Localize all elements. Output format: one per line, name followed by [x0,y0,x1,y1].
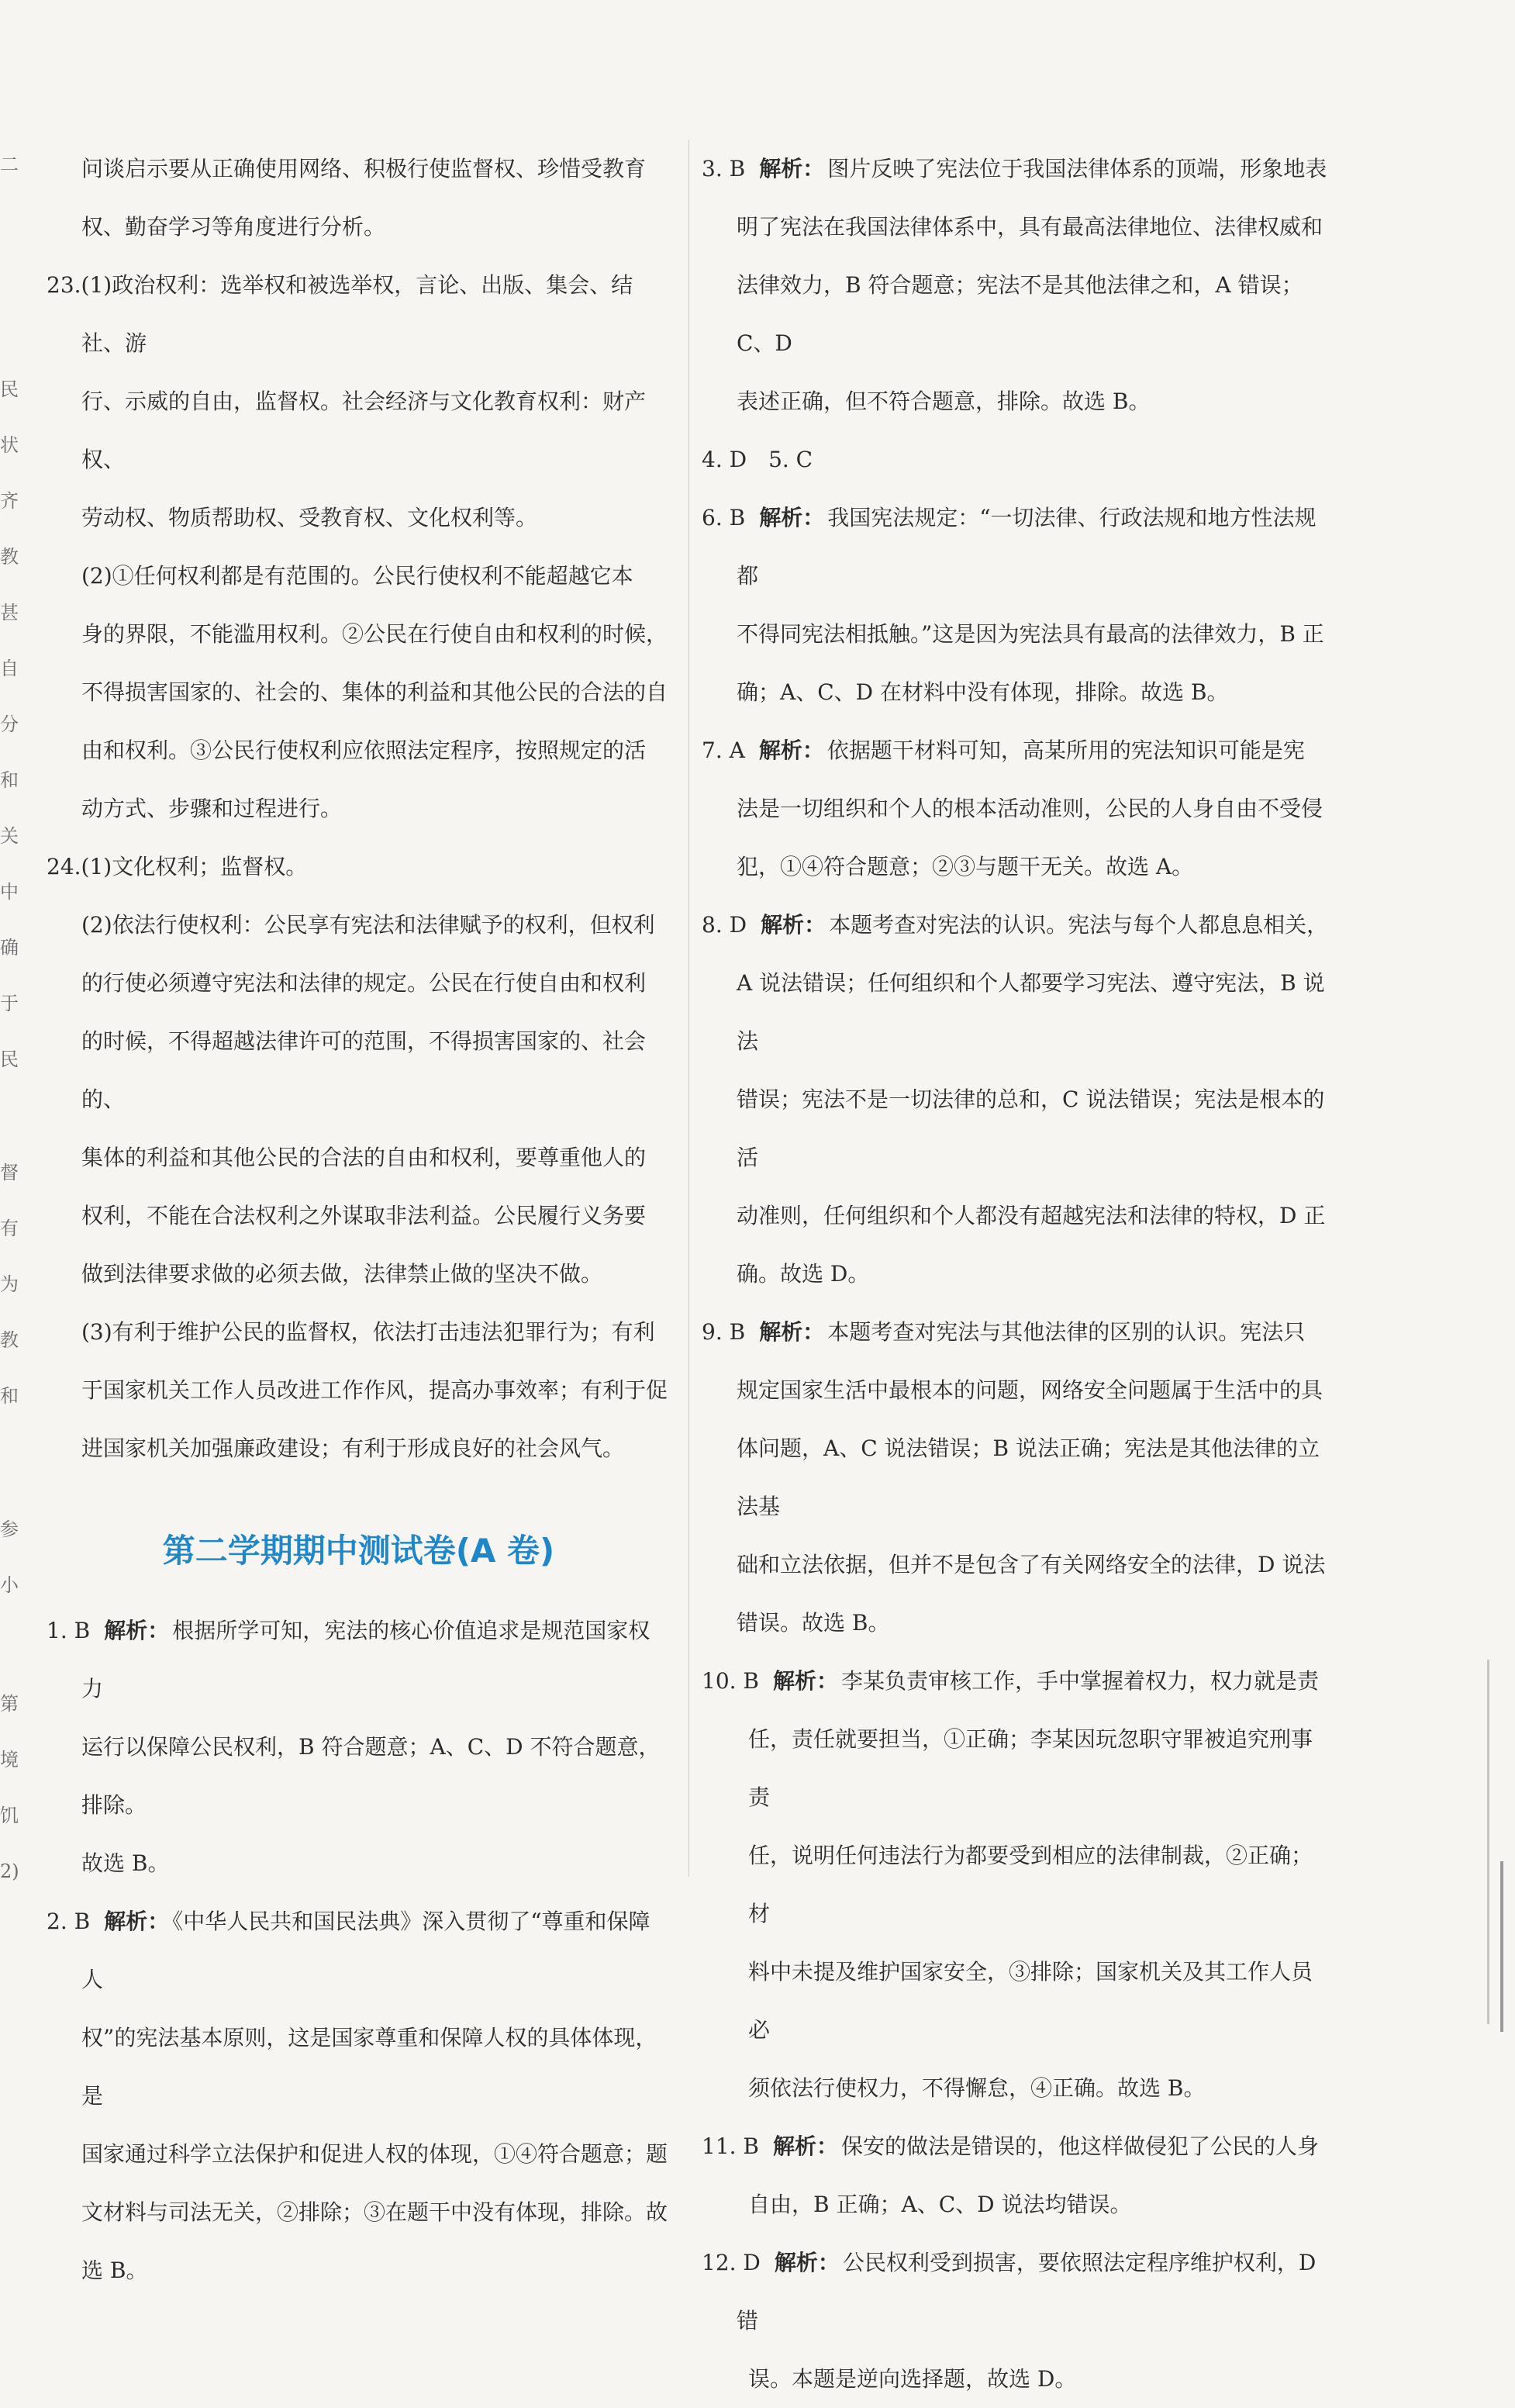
continued-answer [47,140,671,256]
answer-11-first-line [702,2117,1330,2175]
analysis-label: 解析： [773,1668,839,1694]
text-line: 明了宪法在我国法律体系中，具有最高法律地位、法律权威和 [737,214,1323,240]
analysis-label: 解析： [759,156,825,181]
question-number: 12. D [702,2250,761,2275]
answer-6-first-line [702,489,1330,605]
text-line: 图片反映了宪法位于我国法律体系的顶端，形象地表 [827,156,1327,181]
text-line: 任，说明任何违法行为都要受到相应的法律制裁，②正确；材 [748,1843,1313,1926]
question-number: 23. [47,272,81,298]
text-line: 行、示威的自由，监督权。社会经济与文化教育权利：财产权、 [81,389,647,472]
question-number: 8. D [702,912,747,938]
answer-3 [702,140,1330,430]
question-number: 9. B [702,1319,746,1345]
analysis-label: 解析： [759,505,825,530]
column-divider [688,140,689,1877]
answer-11 [702,2117,1330,2234]
gutter-char: 于 [0,993,19,1014]
analysis-label: 解析： [758,738,824,763]
gutter-char: 自 [0,658,19,679]
answer-2 [47,1892,671,2299]
text-line: 集体的利益和其他公民的合法的自由和权利，要尊重他人的 [81,1145,647,1170]
answer-23 [47,256,671,838]
answer-7 [702,721,1330,896]
gutter-char: 分 [0,713,19,735]
text-line: 的行使必须遵守宪法和法律的规定。公民在行使自由和权利 [81,970,647,996]
text-line: 文材料与司法无关，②排除；③在题干中没有体现，排除。故 [81,2199,668,2225]
answer-8 [702,896,1330,1303]
text-line: 料中未提及维护国家安全，③排除；国家机关及其工作人员必 [748,1959,1313,2043]
question-number: 3. B [702,156,746,181]
answer-24 [47,838,671,1477]
section-title: 第二学期期中测试卷(A 卷) [162,1532,555,1570]
text-line: 根据所学可知，宪法的核心价值追求是规范国家权力 [81,1618,651,1701]
text-line: 于国家机关工作人员改进工作作风，提高办事效率；有利于促 [81,1377,668,1403]
answer-9 [702,1303,1330,1652]
question-number: 24. [47,854,81,879]
text-line: 须依法行使权力，不得懈怠，④正确。故选 B。 [748,2075,1206,2101]
text-line: (2)①任何权利都是有范围的。公民行使权利不能超越它本 [81,563,633,589]
answer-24-part1 [47,838,671,896]
text-line: 犯，①④符合题意；②③与题干无关。故选 A。 [737,854,1194,879]
answer-3-first-line [702,140,1330,198]
text-line: 自由，B 正确；A、C、D 说法均错误。 [748,2192,1132,2217]
text-line: 表述正确，但不符合题意，排除。故选 B。 [737,389,1151,414]
text-line: 权利，不能在合法权利之外谋取非法利益。公民履行义务要 [81,1203,647,1228]
text-line: 运行以保障公民权利，B 符合题意；A、C、D 不符合题意，排除。 [81,1734,661,1818]
text-line: 动准则，任何组织和个人都没有超越宪法和法律的特权，D 正 [737,1203,1326,1228]
question-number: 11. B [702,2133,760,2159]
answer-1-first-line [47,1601,671,1718]
gutter-char: 关 [0,825,19,847]
text-line: 《中华人民共和国民法典》深入贯彻了“尊重和保障人 [81,1909,651,1992]
question-number: 10. B [702,1668,760,1694]
question-number: 1. B [47,1618,91,1643]
answer-10-first-line [702,1652,1330,1710]
text-line: 选 B。 [81,2258,148,2283]
text-line: 故选 B。 [81,1850,170,1876]
text-line: 国家通过科学立法保护和促进人权的体现，①④符合题意；题 [81,2141,668,2167]
analysis-label: 解析： [773,2133,839,2159]
answer-23-part1 [47,256,671,372]
analysis-label: 解析： [104,1909,170,1934]
analysis-label: 解析： [104,1618,170,1643]
answer-2-first-line [47,1892,671,2009]
answer-7-first-line [702,721,1330,779]
gutter-char: 确 [0,937,19,959]
text-line: 不得同宪法相抵触。”这是因为宪法具有最高的法律效力，B 正 [737,621,1324,647]
gutter-char: 和 [0,769,19,791]
text-line: 李某负责审核工作，手中掌握着权力，权力就是责 [841,1668,1320,1694]
text-line: 公民权利受到损害，要依照法定程序维护权利，D 错 [737,2250,1317,2334]
text-line: 法是一切组织和个人的根本活动准则，公民的人身自由不受侵 [737,796,1323,821]
text-line: 本题考查对宪法的认识。宪法与每个人都息息相关， [829,912,1329,938]
text-line: 体问题，A、C 说法错误；B 说法正确；宪法是其他法律的立法基 [737,1435,1320,1519]
scan-edge-mark [1500,1861,1503,2032]
text-line: 础和立法依据，但并不是包含了有关网络安全的法律，D 说法 [737,1552,1326,1577]
text-line: 问谈启示要从正确使用网络、积极行使监督权、珍惜受教育 [81,156,647,181]
text-line: 法律效力，B 符合题意；宪法不是其他法律之和，A 错误；C、D [737,272,1303,356]
scan-edge-mark [1487,1660,1489,2024]
gutter-char: 有 [0,1218,19,1239]
gutter-char: 民 [0,1049,19,1070]
text-line: 不得损害国家的、社会的、集体的利益和其他公民的合法的自 [81,679,668,705]
text-line: 做到法律要求做的必须去做，法律禁止做的坚决不做。 [81,1261,603,1287]
answer-12-first-line [702,2234,1330,2350]
answer-10 [702,1652,1330,2117]
analysis-label: 解析： [761,912,827,938]
gutter-char: 状 [0,434,19,456]
text-line: (1)文化权利；监督权。 [81,854,308,879]
answers-4-5: 4. D 5. C [702,447,813,472]
analysis-label: 解析： [759,1319,825,1345]
text-line: 依据题干材料可知，高某所用的宪法知识可能是宪 [827,738,1305,763]
gutter-char: 2) [0,1860,19,1882]
text-line: 进国家机关加强廉政建设；有利于形成良好的社会风气。 [81,1435,625,1461]
answer-8-first-line [702,896,1330,954]
gutter-char: 饥 [0,1805,19,1826]
answer-6 [702,489,1330,721]
gutter-char: 齐 [0,490,19,512]
question-number: 2. B [47,1909,91,1934]
text-line: 本题考查对宪法与其他法律的区别的认识。宪法只 [827,1319,1306,1345]
gutter-char: 参 [0,1518,19,1540]
text-line: (1)政治权利：选举权和被选举权，言论、出版、集会、结社、游 [81,272,633,356]
text-line: A 说法错误；任何组织和个人都要学习宪法、遵守宪法，B 说法 [737,970,1325,1054]
text-line: 确；A、C、D 在材料中没有体现，排除。故选 B。 [737,679,1229,705]
text-line: 错误；宪法不是一切法律的总和，C 说法错误；宪法是根本的活 [737,1087,1325,1170]
answer-1 [47,1601,671,1892]
text-line: 我国宪法规定：“一切法律、行政法规和地方性法规都 [737,505,1317,589]
text-line: 权”的宪法基本原则，这是国家尊重和保障人权的具体体现，是 [81,2025,657,2109]
answer-9-first-line [702,1303,1330,1361]
left-column [47,140,671,2299]
gutter-char: 中 [0,881,19,903]
text-line: 任，责任就要担当，①正确；李某因玩忽职守罪被追究刑事责 [748,1726,1313,1810]
text-line: 由和权利。③公民行使权利应依照法定程序，按照规定的活 [81,738,647,763]
text-line: (3)有利于维护公民的监督权，依法打击违法犯罪行为；有利 [81,1319,655,1345]
analysis-label: 解析： [774,2250,840,2275]
text-line: 动方式、步骤和过程进行。 [81,796,343,821]
gutter-char: 二 [0,154,19,175]
gutter-char: 甚 [0,602,19,624]
gutter-char: 境 [0,1749,19,1771]
question-number: 7. A [702,738,745,763]
text-line: 权、勤奋学习等角度进行分析。 [81,214,386,240]
text-line: 的时候，不得超越法律许可的范围，不得损害国家的、社会的、 [81,1028,647,1112]
gutter-char: 第 [0,1693,19,1715]
gutter-char: 教 [0,546,19,568]
text-line: 保安的做法是错误的，他这样做侵犯了公民的人身 [841,2133,1320,2159]
gutter-char: 小 [0,1574,19,1596]
right-column [702,140,1330,2408]
answer-12 [702,2234,1330,2408]
text-line: 误。本题是逆向选择题，故选 D。 [748,2366,1077,2392]
text-line: 规定国家生活中最根本的问题，网络安全问题属于生活中的具 [737,1377,1323,1403]
text-line: 错误。故选 B。 [737,1610,890,1636]
text-line: 确。故选 D。 [737,1261,870,1287]
text-line: 身的界限，不能滥用权利。②公民在行使自由和权利的时候， [81,621,668,647]
gutter-char: 教 [0,1329,19,1351]
gutter-char: 和 [0,1385,19,1407]
text-line: 劳动权、物质帮助权、受教育权、文化权利等。 [81,505,538,530]
gutter-char: 督 [0,1162,19,1183]
gutter-char: 民 [0,378,19,400]
gutter-char: 为 [0,1273,19,1295]
question-number: 6. B [702,505,746,530]
text-line: (2)依法行使权利：公民享有宪法和法律赋予的权利，但权利 [81,912,655,938]
